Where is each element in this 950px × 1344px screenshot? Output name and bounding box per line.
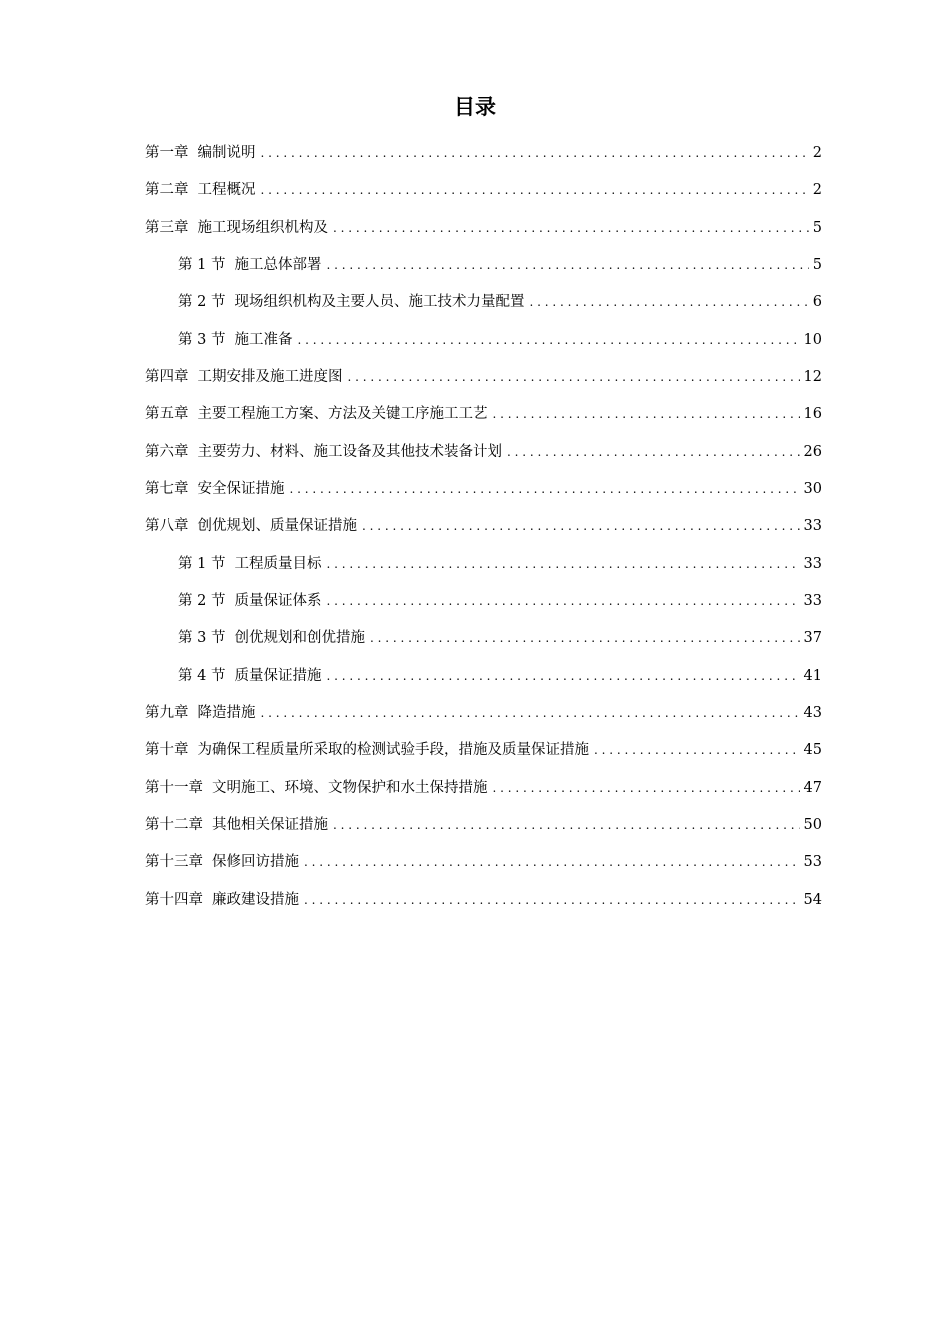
dot-leader bbox=[370, 628, 800, 648]
toc-entry-page: 47 bbox=[803, 780, 822, 796]
dot-leader bbox=[362, 516, 800, 536]
toc-entry-page: 5 bbox=[812, 220, 822, 236]
dot-leader bbox=[297, 330, 799, 350]
toc-entry-number: 第 4 节 bbox=[178, 668, 226, 684]
toc-entry[interactable] bbox=[145, 180, 822, 200]
toc-entry[interactable] bbox=[145, 740, 822, 760]
toc-entry-page: 41 bbox=[803, 668, 822, 684]
toc-entry[interactable] bbox=[145, 815, 822, 835]
toc-entry[interactable] bbox=[145, 143, 822, 163]
dot-leader bbox=[290, 479, 800, 499]
dot-leader bbox=[326, 554, 799, 574]
toc-entry-number: 第六章 bbox=[145, 444, 189, 460]
toc-entry-number: 第 3 节 bbox=[178, 332, 226, 348]
toc-entry[interactable] bbox=[145, 703, 822, 723]
dot-leader bbox=[326, 666, 799, 686]
toc-entry-text: 为确保工程质量所采取的检测试验手段，措施及质量保证措施 bbox=[197, 742, 589, 758]
toc-entry-page: 53 bbox=[803, 854, 822, 870]
toc-entry[interactable] bbox=[145, 442, 822, 462]
dot-leader bbox=[326, 591, 799, 611]
toc-entry-text: 其他相关保证措施 bbox=[212, 817, 328, 833]
toc-entry-text: 工程质量目标 bbox=[234, 556, 322, 572]
toc-entry-page: 12 bbox=[803, 369, 822, 385]
toc-entry-number: 第十四章 bbox=[145, 892, 203, 908]
dot-leader bbox=[594, 740, 800, 760]
toc-entry-number: 第八章 bbox=[145, 518, 189, 534]
toc-entry-number: 第 1 节 bbox=[178, 257, 226, 273]
toc-entry-number: 第十一章 bbox=[145, 780, 203, 796]
toc-entry[interactable] bbox=[178, 666, 822, 686]
dot-leader bbox=[529, 292, 808, 312]
toc-entry-text: 安全保证措施 bbox=[197, 481, 285, 497]
toc-entry-text: 创优规划、质量保证措施 bbox=[197, 518, 357, 534]
toc-entry[interactable] bbox=[145, 852, 822, 872]
toc-entry-page: 26 bbox=[803, 444, 822, 460]
toc-entry-page: 45 bbox=[803, 742, 822, 758]
toc-entry-page: 43 bbox=[803, 705, 822, 721]
toc-entry-page: 37 bbox=[803, 630, 822, 646]
toc-entry[interactable] bbox=[145, 218, 822, 238]
toc-entry-number: 第十三章 bbox=[145, 854, 203, 870]
toc-entry-text: 降造措施 bbox=[197, 705, 256, 721]
toc-entry-text: 工期安排及施工进度图 bbox=[197, 369, 343, 385]
toc-entry-text: 廉政建设措施 bbox=[212, 892, 299, 908]
toc-entry-text: 质量保证体系 bbox=[234, 593, 322, 609]
toc-entry-text: 保修回访措施 bbox=[212, 854, 299, 870]
toc-entry-number: 第 2 节 bbox=[178, 294, 226, 310]
toc-entry[interactable] bbox=[145, 890, 822, 910]
toc-entry-page: 2 bbox=[812, 182, 822, 198]
toc-entry-text: 主要劳力、材料、施工设备及其他技术装备计划 bbox=[197, 444, 502, 460]
toc-entry-number: 第七章 bbox=[145, 481, 189, 497]
toc-entry-page: 50 bbox=[803, 817, 822, 833]
toc-entry[interactable] bbox=[145, 367, 822, 387]
toc-entry-text: 编制说明 bbox=[197, 145, 256, 161]
toc-entry[interactable] bbox=[178, 554, 822, 574]
toc-entry[interactable] bbox=[178, 628, 822, 648]
toc-entry[interactable] bbox=[145, 479, 822, 499]
dot-leader bbox=[304, 890, 800, 910]
toc-title: 目录 bbox=[454, 95, 496, 119]
toc-entry-number: 第九章 bbox=[145, 705, 189, 721]
dot-leader bbox=[261, 180, 809, 200]
toc-entry-number: 第十二章 bbox=[145, 817, 203, 833]
toc-entry-number: 第五章 bbox=[145, 406, 189, 422]
dot-leader bbox=[333, 218, 809, 238]
toc-entry-number: 第 2 节 bbox=[178, 593, 226, 609]
toc-entry-number: 第四章 bbox=[145, 369, 189, 385]
dot-leader bbox=[261, 143, 809, 163]
toc-entry-page: 2 bbox=[812, 145, 822, 161]
toc-entry[interactable] bbox=[178, 292, 822, 312]
toc-entry-text: 施工现场组织机构及 bbox=[197, 220, 328, 236]
toc-entry[interactable] bbox=[178, 330, 822, 350]
toc-entry[interactable] bbox=[145, 516, 822, 536]
toc-entry-text: 工程概况 bbox=[197, 182, 256, 198]
dot-leader bbox=[304, 852, 800, 872]
dot-leader bbox=[326, 255, 808, 275]
toc-entry-text: 质量保证措施 bbox=[234, 668, 322, 684]
dot-leader bbox=[333, 815, 800, 835]
toc-entry-text: 施工总体部署 bbox=[234, 257, 322, 273]
toc-entry-text: 创优规划和创优措施 bbox=[234, 630, 365, 646]
toc-entry-page: 10 bbox=[803, 332, 822, 348]
dot-leader bbox=[493, 404, 800, 424]
toc-entry[interactable] bbox=[145, 778, 822, 798]
toc-entry[interactable] bbox=[178, 591, 822, 611]
toc-entry-number: 第二章 bbox=[145, 182, 189, 198]
toc-entry-page: 5 bbox=[812, 257, 822, 273]
toc-entry-number: 第三章 bbox=[145, 220, 189, 236]
toc-entry-page: 54 bbox=[803, 892, 822, 908]
dot-leader bbox=[507, 442, 800, 462]
toc-entry-page: 30 bbox=[803, 481, 822, 497]
toc-entry-text: 施工准备 bbox=[234, 332, 293, 348]
toc-entry-page: 6 bbox=[812, 294, 822, 310]
toc-entry-text: 现场组织机构及主要人员、施工技术力量配置 bbox=[234, 294, 525, 310]
dot-leader bbox=[261, 703, 800, 723]
toc-entry-number: 第一章 bbox=[145, 145, 189, 161]
dot-leader bbox=[493, 778, 800, 798]
toc-entry-page: 16 bbox=[803, 406, 822, 422]
toc-entry-number: 第 1 节 bbox=[178, 556, 226, 572]
toc-entry-number: 第十章 bbox=[145, 742, 189, 758]
dot-leader bbox=[348, 367, 800, 387]
toc-entry-number: 第 3 节 bbox=[178, 630, 226, 646]
toc-entry-text: 文明施工、环境、文物保护和水土保持措施 bbox=[212, 780, 488, 796]
toc-entry-page: 33 bbox=[803, 518, 822, 534]
toc-entry-page: 33 bbox=[803, 593, 822, 609]
toc-entry[interactable] bbox=[145, 404, 822, 424]
toc-entry-page: 33 bbox=[803, 556, 822, 572]
toc-entry-text: 主要工程施工方案、方法及关键工序施工工艺 bbox=[197, 406, 488, 422]
toc-entry[interactable] bbox=[178, 255, 822, 275]
